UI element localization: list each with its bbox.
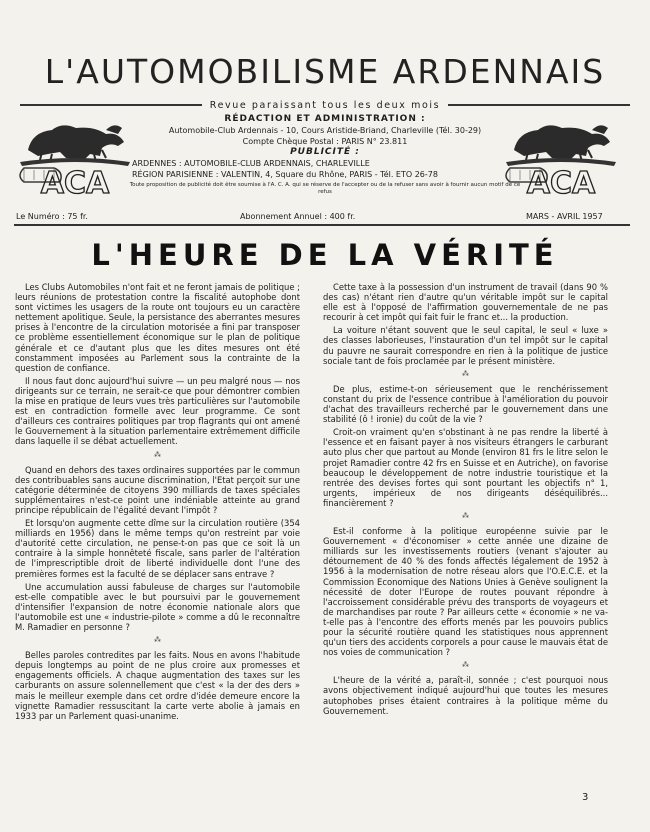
- publicity-notice: Toute proposition de publicité doit être soumise à l'A. C. A. qui se réserve de l'accepter ou de la refuser sans avoir à fournir aucun motif de ce refus: [129, 182, 521, 195]
- article-column-right: [323, 282, 608, 719]
- section-separator: ⁂: [462, 369, 469, 378]
- admin-address: Automobile-Club Ardennais - 10, Cours Aristide-Briand, Charleville (Tél. 30-29): [168, 126, 482, 135]
- publicity-heading: PUBLICITÉ :: [290, 147, 360, 157]
- club-logo-left: [14, 116, 136, 198]
- administration-block: [128, 114, 522, 196]
- publicity-ardennes: ARDENNES : AUTOMOBILE-CLUB ARDENNAIS, CHARLEVILLE: [132, 159, 370, 168]
- admin-account: Compte Chèque Postal : PARIS N° 23.811: [242, 137, 408, 146]
- paragraph: De plus, estime-t-on sérieusement que le renchérissement constant du prix de l'essence contribue à l'amélioration du pouvoir d'achat des travailleurs recherché par le gouvernement dans une stabilité (ô ! ironie) du coût de la vie ?: [323, 383, 608, 425]
- section-separator: ⁂: [462, 511, 469, 520]
- paragraph: La voiture n'étant souvent que le seul capital, le seul « luxe » des classes laborieuses, l'instauration d'un tel impôt sur le capital du pauvre ne saurait correspondre en rien à la politique de justice sociale tant de fois proclamée par le présent ministère.: [323, 325, 608, 366]
- paragraph: Les Clubs Automobiles n'ont fait et ne feront jamais de politique ; leurs réunions de protestation contre la fiscalité autophobe dont sont victimes les usagers de la route ont toujours eu un caractère nettement apolitique. Seule, la persistance des aberrantes mesures prises à l'encontre de la circulation motorisée a fini par transposer ce problème essentiellement économique sur le plan de politique générale et ce d'autant plus que les dites mesures ont été constamment imposées au Parlement sous la contrainte de la question de confiance.: [15, 282, 300, 373]
- divider: [14, 224, 630, 226]
- issue-date: MARS - AVRIL 1957: [526, 212, 603, 221]
- paragraph: Croit-on vraiment qu'en s'obstinant à ne pas rendre la liberté à l'essence et en faisant payer à nos visiteurs étrangers le carburant auto plus cher que partout au Monde (environ 81 frs le litre selon le projet Ramadier contre 42 frs en Suisse et en Autriche), on favorise beaucoup le développement de notre industrie touristique et la rentrée des devises fortes qui sont pourtant les objectifs n° 1, urgents, impérieux de nos dirigeants déséquilibrés... financièrement ?: [323, 427, 608, 508]
- divider: [448, 104, 630, 106]
- publicity-paris: RÉGION PARISIENNE : VALENTIN, 4, Square du Rhône, PARIS - Tél. ETO 26-78: [132, 170, 438, 179]
- paragraph: Belles paroles contredites par les faits. Nous en avons l'habitude depuis longtemps au point de ne plus croire aux promesses et engagements officiels. A chaque augmentation des taxes sur les carburants on assure solennellement que c'est « la der des ders » mais le meilleur exemple dans cet ordre d'idée demeure encore la vignette Ramadier ressuscitant la carte verte abolie à jamais en 1933 par un Parlement quasi-unanime.: [15, 650, 300, 721]
- section-separator: ⁂: [154, 450, 161, 459]
- paragraph: Il nous faut donc aujourd'hui suivre — un peu malgré nous — nos dirigeants sur ce terrain, ne serait-ce que pour démontrer combien la mise en pratique de leurs vues très particulières sur l'automobile est en contradiction formelle avec leur programme. Ce sont d'ailleurs ces contraires politiques par trop flagrants qui ont amené le Gouvernement à la situation parlementaire extrêmement difficile dans laquelle il se débat actuellement.: [15, 375, 300, 447]
- divider: [20, 104, 202, 106]
- page-number: 3: [582, 792, 589, 803]
- article-title: L'HEURE DE LA VÉRITÉ: [91, 238, 559, 272]
- section-separator: ⁂: [154, 636, 161, 645]
- logo-lettering: ACA: [526, 166, 596, 198]
- subscription-price: Abonnement Annuel : 400 fr.: [240, 212, 356, 221]
- admin-heading: RÉDACTION ET ADMINISTRATION :: [224, 114, 426, 124]
- section-separator: ⁂: [462, 661, 469, 670]
- paragraph: Une accumulation aussi fabuleuse de charges sur l'automobile est-elle compatible avec le but poursuivi par le gouvernement d'intensifier l'expansion de notre économie nationale alors que l'automobile est une « industrie-pilote » comme a dû le reconnaître M. Ramadier en personne ?: [15, 581, 300, 632]
- paragraph: Quand en dehors des taxes ordinaires supportées par le commun des contribuables sans aucune discrimination, l'Etat perçoit sur une catégorie déterminée de citoyens 390 milliards de taxes spéciales supplémentaires n'est-ce point une indéniable atteinte au grand principe républicain de l'égalité devant l'impôt ?: [15, 464, 300, 515]
- paragraph: L'heure de la vérité a, paraît-il, sonnée ; c'est pourquoi nous avons objectivement indiqué aujourd'hui que toutes les mesures autophobes prises étaient contraires à la politique même du Gouvernement.: [323, 675, 608, 716]
- subtitle: Revue paraissant tous les deux mois: [209, 99, 441, 111]
- paragraph: Cette taxe à la possession d'un instrument de travail (dans 90 % des cas) n'étant rien d'autre qu'un véritable impôt sur le capital elle est à l'opposé de l'affirmation gouvernementale de ne pas recourir à cet impôt qui fait fuir le franc et... la production.: [323, 282, 608, 323]
- subtitle-row: [20, 99, 630, 111]
- paragraph: Est-il conforme à la politique européenne suivie par le Gouvernement « d'économiser » cette année une dizaine de milliards sur les investissements routiers (venant s'ajouter au détournement de 40 % des fonds affectés légalement de 1952 à 1956 à la modernisation de notre réseau alors que l'O.E.C.E. et la Commission Economique des Nations Unies à Genève soulignent la nécessité de doter l'Europe de routes pouvant répondre à l'accroissement considérable prévu des transports de voyageurs et de marchandises par route ? Par ailleurs cette « économie » ne va-t-elle pas à l'encontre des efforts menés par les pouvoirs publics pour la sécurité routière quand les statistiques nous apprennent qu'un tiers des accidents corporels a pour cause le mauvais état de nos voies de communication ?: [323, 526, 608, 658]
- article-column-left: [15, 282, 300, 724]
- paragraph: Et lorsqu'on augmente cette dîme sur la circulation routière (354 milliards en 1956) dans le même temps qu'on restreint par voie d'autorité cette circulation, ne pense-t-on pas que ce soit là un contraire à la simple honnêteté fiscale, sans parler de l'altération de l'imprescriptible droit de liberté individuelle dont l'une des premières formes est la faculté de se déplacer sans entrave ?: [15, 518, 300, 579]
- logo-lettering: ACA: [40, 166, 110, 198]
- masthead-title: L'AUTOMOBILISME ARDENNAIS: [44, 52, 606, 91]
- issue-price: Le Numéro : 75 fr.: [16, 212, 88, 221]
